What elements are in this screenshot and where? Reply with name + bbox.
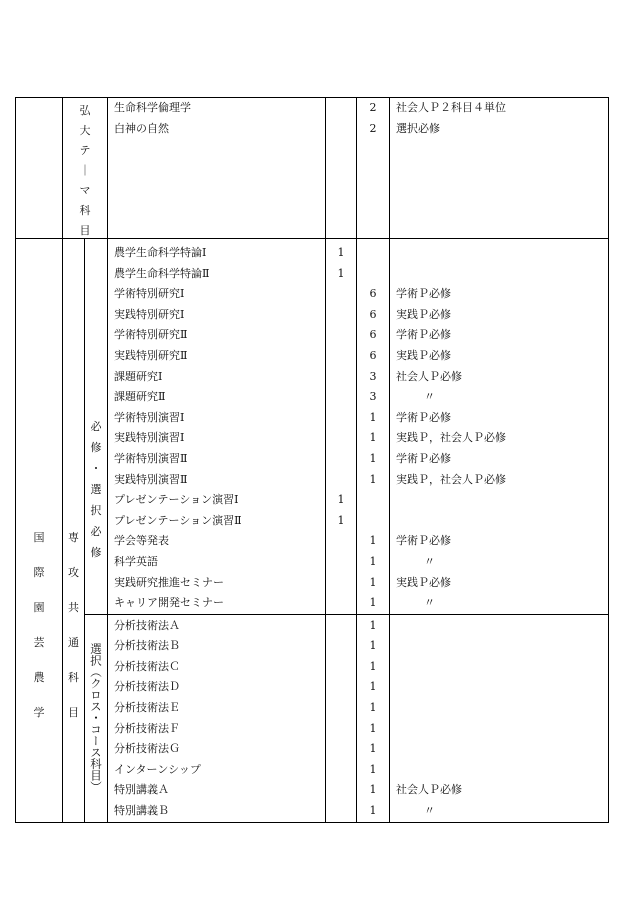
required-credit bbox=[326, 573, 356, 594]
course-note: 〃 bbox=[424, 804, 435, 818]
course-name: 農学生命科学特論Ⅱ bbox=[114, 266, 210, 280]
label-char: 学 bbox=[33, 705, 45, 719]
course-name: 学会等発表 bbox=[114, 534, 169, 548]
theme-dept-cell bbox=[16, 98, 63, 239]
course-note bbox=[396, 264, 608, 285]
course-note: 学術Ｐ必修 bbox=[396, 410, 451, 424]
elective-credit: 3 bbox=[369, 369, 377, 383]
course-name: 特別講義Ｂ bbox=[114, 804, 169, 818]
course-note: 〃 bbox=[424, 390, 435, 404]
course-name: 実践特別演習Ⅱ bbox=[114, 472, 188, 486]
dept-label-chars bbox=[16, 520, 62, 719]
curriculum-table bbox=[15, 97, 609, 823]
elective-credit: 1 bbox=[369, 451, 377, 465]
label-char: 農 bbox=[33, 670, 45, 684]
course-note bbox=[396, 719, 608, 740]
elective-credit bbox=[357, 264, 389, 285]
elective-credit: 1 bbox=[369, 762, 377, 776]
course-note bbox=[396, 677, 608, 698]
course-note: 学術Ｐ必修 bbox=[396, 451, 451, 465]
elective-credit: 1 bbox=[369, 618, 377, 632]
theme-label-chars bbox=[63, 98, 107, 237]
course-name: キャリア開発セミナー bbox=[114, 596, 224, 610]
elective-credit: 1 bbox=[369, 721, 377, 735]
label-char: ｜ bbox=[79, 164, 91, 177]
course-name: 学術特別研究Ⅰ bbox=[114, 287, 185, 301]
label-char: 必 bbox=[90, 419, 102, 433]
course-note: 社会人Ｐ必修 bbox=[396, 369, 462, 383]
course-name: 学術特別演習Ⅱ bbox=[114, 451, 188, 465]
elective-credit: 6 bbox=[369, 307, 377, 321]
required-credit bbox=[326, 284, 356, 305]
group2-label-text: 選択（クロス・コース科目） bbox=[89, 643, 103, 793]
course-note bbox=[396, 698, 608, 719]
course-name: 分析技術法Ｃ bbox=[114, 659, 180, 673]
course-note: 学術Ｐ必修 bbox=[396, 328, 451, 342]
elective-credit bbox=[357, 511, 389, 532]
required-credit bbox=[326, 593, 356, 614]
course-name: 実践特別研究Ⅱ bbox=[114, 348, 188, 362]
label-char: ・ bbox=[90, 461, 102, 475]
group1-required-credits bbox=[326, 239, 357, 615]
elective-credit: 1 bbox=[369, 472, 377, 486]
required-credit bbox=[326, 719, 356, 740]
label-char: 科 bbox=[79, 204, 91, 217]
course-name: 分析技術法Ａ bbox=[114, 618, 180, 632]
group1-notes bbox=[390, 239, 609, 615]
group1-elective-credits bbox=[357, 239, 390, 615]
required-credit bbox=[326, 657, 356, 678]
course-note: 実践Ｐ必修 bbox=[396, 348, 451, 362]
course-name: 課題研究Ⅰ bbox=[114, 369, 163, 383]
course-name: プレゼンテーション演習Ⅰ bbox=[114, 493, 239, 507]
elective-credit: 2 bbox=[369, 121, 377, 135]
course-name: プレゼンテーション演習Ⅱ bbox=[114, 513, 242, 527]
label-char: 択 bbox=[90, 503, 102, 517]
label-char: 目 bbox=[68, 705, 79, 719]
required-credit bbox=[326, 408, 356, 429]
label-char: 芸 bbox=[33, 635, 45, 649]
elective-credit: 1 bbox=[369, 742, 377, 756]
label-char: 攻 bbox=[68, 565, 79, 579]
theme-section-row bbox=[16, 98, 609, 239]
theme-category-label bbox=[63, 98, 108, 239]
theme-elective-credits bbox=[357, 98, 390, 239]
course-name: 実践特別演習Ⅰ bbox=[114, 431, 185, 445]
required-credit: 1 bbox=[337, 246, 345, 259]
theme-required-credits bbox=[326, 98, 357, 239]
required-credit bbox=[326, 325, 356, 346]
course-name: 学術特別研究Ⅱ bbox=[114, 328, 188, 342]
course-note bbox=[396, 490, 608, 511]
common-label-chars bbox=[63, 520, 84, 719]
elective-credit: 1 bbox=[369, 410, 377, 424]
course-note: 学術Ｐ必修 bbox=[396, 534, 451, 548]
common-subject-label bbox=[63, 239, 85, 823]
label-char: 大 bbox=[79, 124, 91, 137]
elective-credit: 1 bbox=[369, 575, 377, 589]
required-credit bbox=[326, 760, 356, 781]
required-credit: 1 bbox=[337, 266, 345, 280]
elective-credit: 1 bbox=[369, 639, 377, 653]
elective-credit: 6 bbox=[369, 348, 377, 362]
elective-credit: 1 bbox=[369, 596, 377, 610]
group1-label-chars bbox=[85, 416, 107, 559]
course-note: 社会人Ｐ２科目４単位 bbox=[396, 101, 506, 114]
course-note: 実践Ｐ，社会人Ｐ必修 bbox=[396, 472, 506, 486]
label-char: 通 bbox=[68, 635, 79, 649]
group1-row bbox=[16, 239, 609, 615]
theme-notes bbox=[390, 98, 609, 239]
elective-credit: 1 bbox=[369, 804, 377, 818]
label-char: 科 bbox=[68, 670, 79, 684]
course-note: 実践Ｐ必修 bbox=[396, 307, 451, 321]
course-name: 白神の自然 bbox=[114, 121, 169, 135]
required-credit bbox=[326, 119, 356, 140]
label-char: 国 bbox=[33, 530, 45, 544]
required-credit bbox=[326, 739, 356, 760]
elective-credit: 3 bbox=[369, 390, 377, 404]
dept-label bbox=[16, 239, 63, 823]
elective-credit: 1 bbox=[369, 554, 377, 568]
course-note: 〃 bbox=[424, 596, 435, 610]
label-char: 必 bbox=[90, 524, 102, 538]
elective-credit: 1 bbox=[369, 701, 377, 715]
label-char: 共 bbox=[68, 600, 79, 614]
course-name: 農学生命科学特論Ⅰ bbox=[114, 246, 207, 259]
course-name: インターンシップ bbox=[114, 762, 201, 776]
label-char: マ bbox=[79, 184, 91, 197]
course-note: 学術Ｐ必修 bbox=[396, 287, 451, 301]
label-char: 弘 bbox=[79, 104, 91, 117]
course-note: 社会人Ｐ必修 bbox=[396, 783, 462, 797]
theme-course-names bbox=[108, 98, 326, 239]
course-name: 科学英語 bbox=[114, 554, 158, 568]
course-name: 実践特別研究Ⅰ bbox=[114, 307, 185, 321]
course-name: 学術特別演習Ⅰ bbox=[114, 410, 185, 424]
elective-credit bbox=[357, 490, 389, 511]
course-name: 分析技術法Ｅ bbox=[114, 701, 180, 715]
group2-row bbox=[16, 614, 609, 822]
required-credit bbox=[326, 346, 356, 367]
elective-credit: 6 bbox=[369, 328, 377, 342]
required-credit: 1 bbox=[337, 493, 345, 507]
required-credit bbox=[326, 428, 356, 449]
elective-credit: 1 bbox=[369, 680, 377, 694]
label-char: 園 bbox=[33, 600, 45, 614]
elective-credit: 1 bbox=[369, 659, 377, 673]
required-credit bbox=[326, 531, 356, 552]
required-credit bbox=[326, 367, 356, 388]
required-credit bbox=[326, 677, 356, 698]
elective-credit: 1 bbox=[369, 534, 377, 548]
required-credit bbox=[326, 636, 356, 657]
required-credit bbox=[326, 801, 356, 822]
label-char: 修 bbox=[90, 440, 102, 454]
required-credit bbox=[326, 470, 356, 491]
group2-required-credits bbox=[326, 614, 357, 822]
course-note bbox=[396, 739, 608, 760]
course-note bbox=[396, 243, 608, 264]
required-credit: 1 bbox=[337, 513, 345, 527]
required-credit bbox=[326, 552, 356, 573]
course-name: 特別講義Ａ bbox=[114, 783, 169, 797]
elective-credit: 2 bbox=[369, 101, 377, 114]
required-credit bbox=[326, 387, 356, 408]
group1-label bbox=[85, 239, 108, 615]
group1-course-names bbox=[108, 239, 326, 615]
course-note: 選択必修 bbox=[396, 121, 440, 135]
label-char: 選 bbox=[90, 482, 102, 496]
course-note bbox=[396, 657, 608, 678]
course-note bbox=[396, 636, 608, 657]
required-credit bbox=[326, 780, 356, 801]
group2-course-names bbox=[108, 614, 326, 822]
group2-label bbox=[85, 614, 108, 822]
required-credit bbox=[326, 305, 356, 326]
label-char: テ bbox=[79, 144, 91, 157]
course-note: 実践Ｐ必修 bbox=[396, 575, 451, 589]
required-credit bbox=[326, 449, 356, 470]
elective-credit: 6 bbox=[369, 287, 377, 301]
course-name: 分析技術法Ｄ bbox=[114, 680, 180, 694]
elective-credit: 1 bbox=[369, 783, 377, 797]
course-note: 実践Ｐ，社会人Ｐ必修 bbox=[396, 431, 506, 445]
course-note bbox=[396, 511, 608, 532]
course-note: 〃 bbox=[424, 554, 435, 568]
course-name: 分析技術法Ｇ bbox=[114, 742, 180, 756]
course-note bbox=[396, 760, 608, 781]
label-char: 目 bbox=[79, 224, 91, 237]
label-char: 専 bbox=[68, 530, 79, 544]
course-name: 分析技術法Ｂ bbox=[114, 639, 180, 653]
group2-notes bbox=[390, 614, 609, 822]
elective-credit: 1 bbox=[369, 431, 377, 445]
course-name: 分析技術法Ｆ bbox=[114, 721, 180, 735]
label-char: 修 bbox=[90, 545, 102, 559]
course-name: 生命科学倫理学 bbox=[114, 101, 191, 114]
elective-credit bbox=[357, 243, 389, 264]
course-note bbox=[396, 616, 608, 637]
required-credit bbox=[326, 616, 356, 637]
group2-elective-credits bbox=[357, 614, 390, 822]
course-name: 課題研究Ⅱ bbox=[114, 390, 166, 404]
required-credit bbox=[326, 698, 356, 719]
course-name: 実践研究推進セミナー bbox=[114, 575, 224, 589]
required-credit bbox=[326, 98, 356, 119]
label-char: 際 bbox=[33, 565, 45, 579]
